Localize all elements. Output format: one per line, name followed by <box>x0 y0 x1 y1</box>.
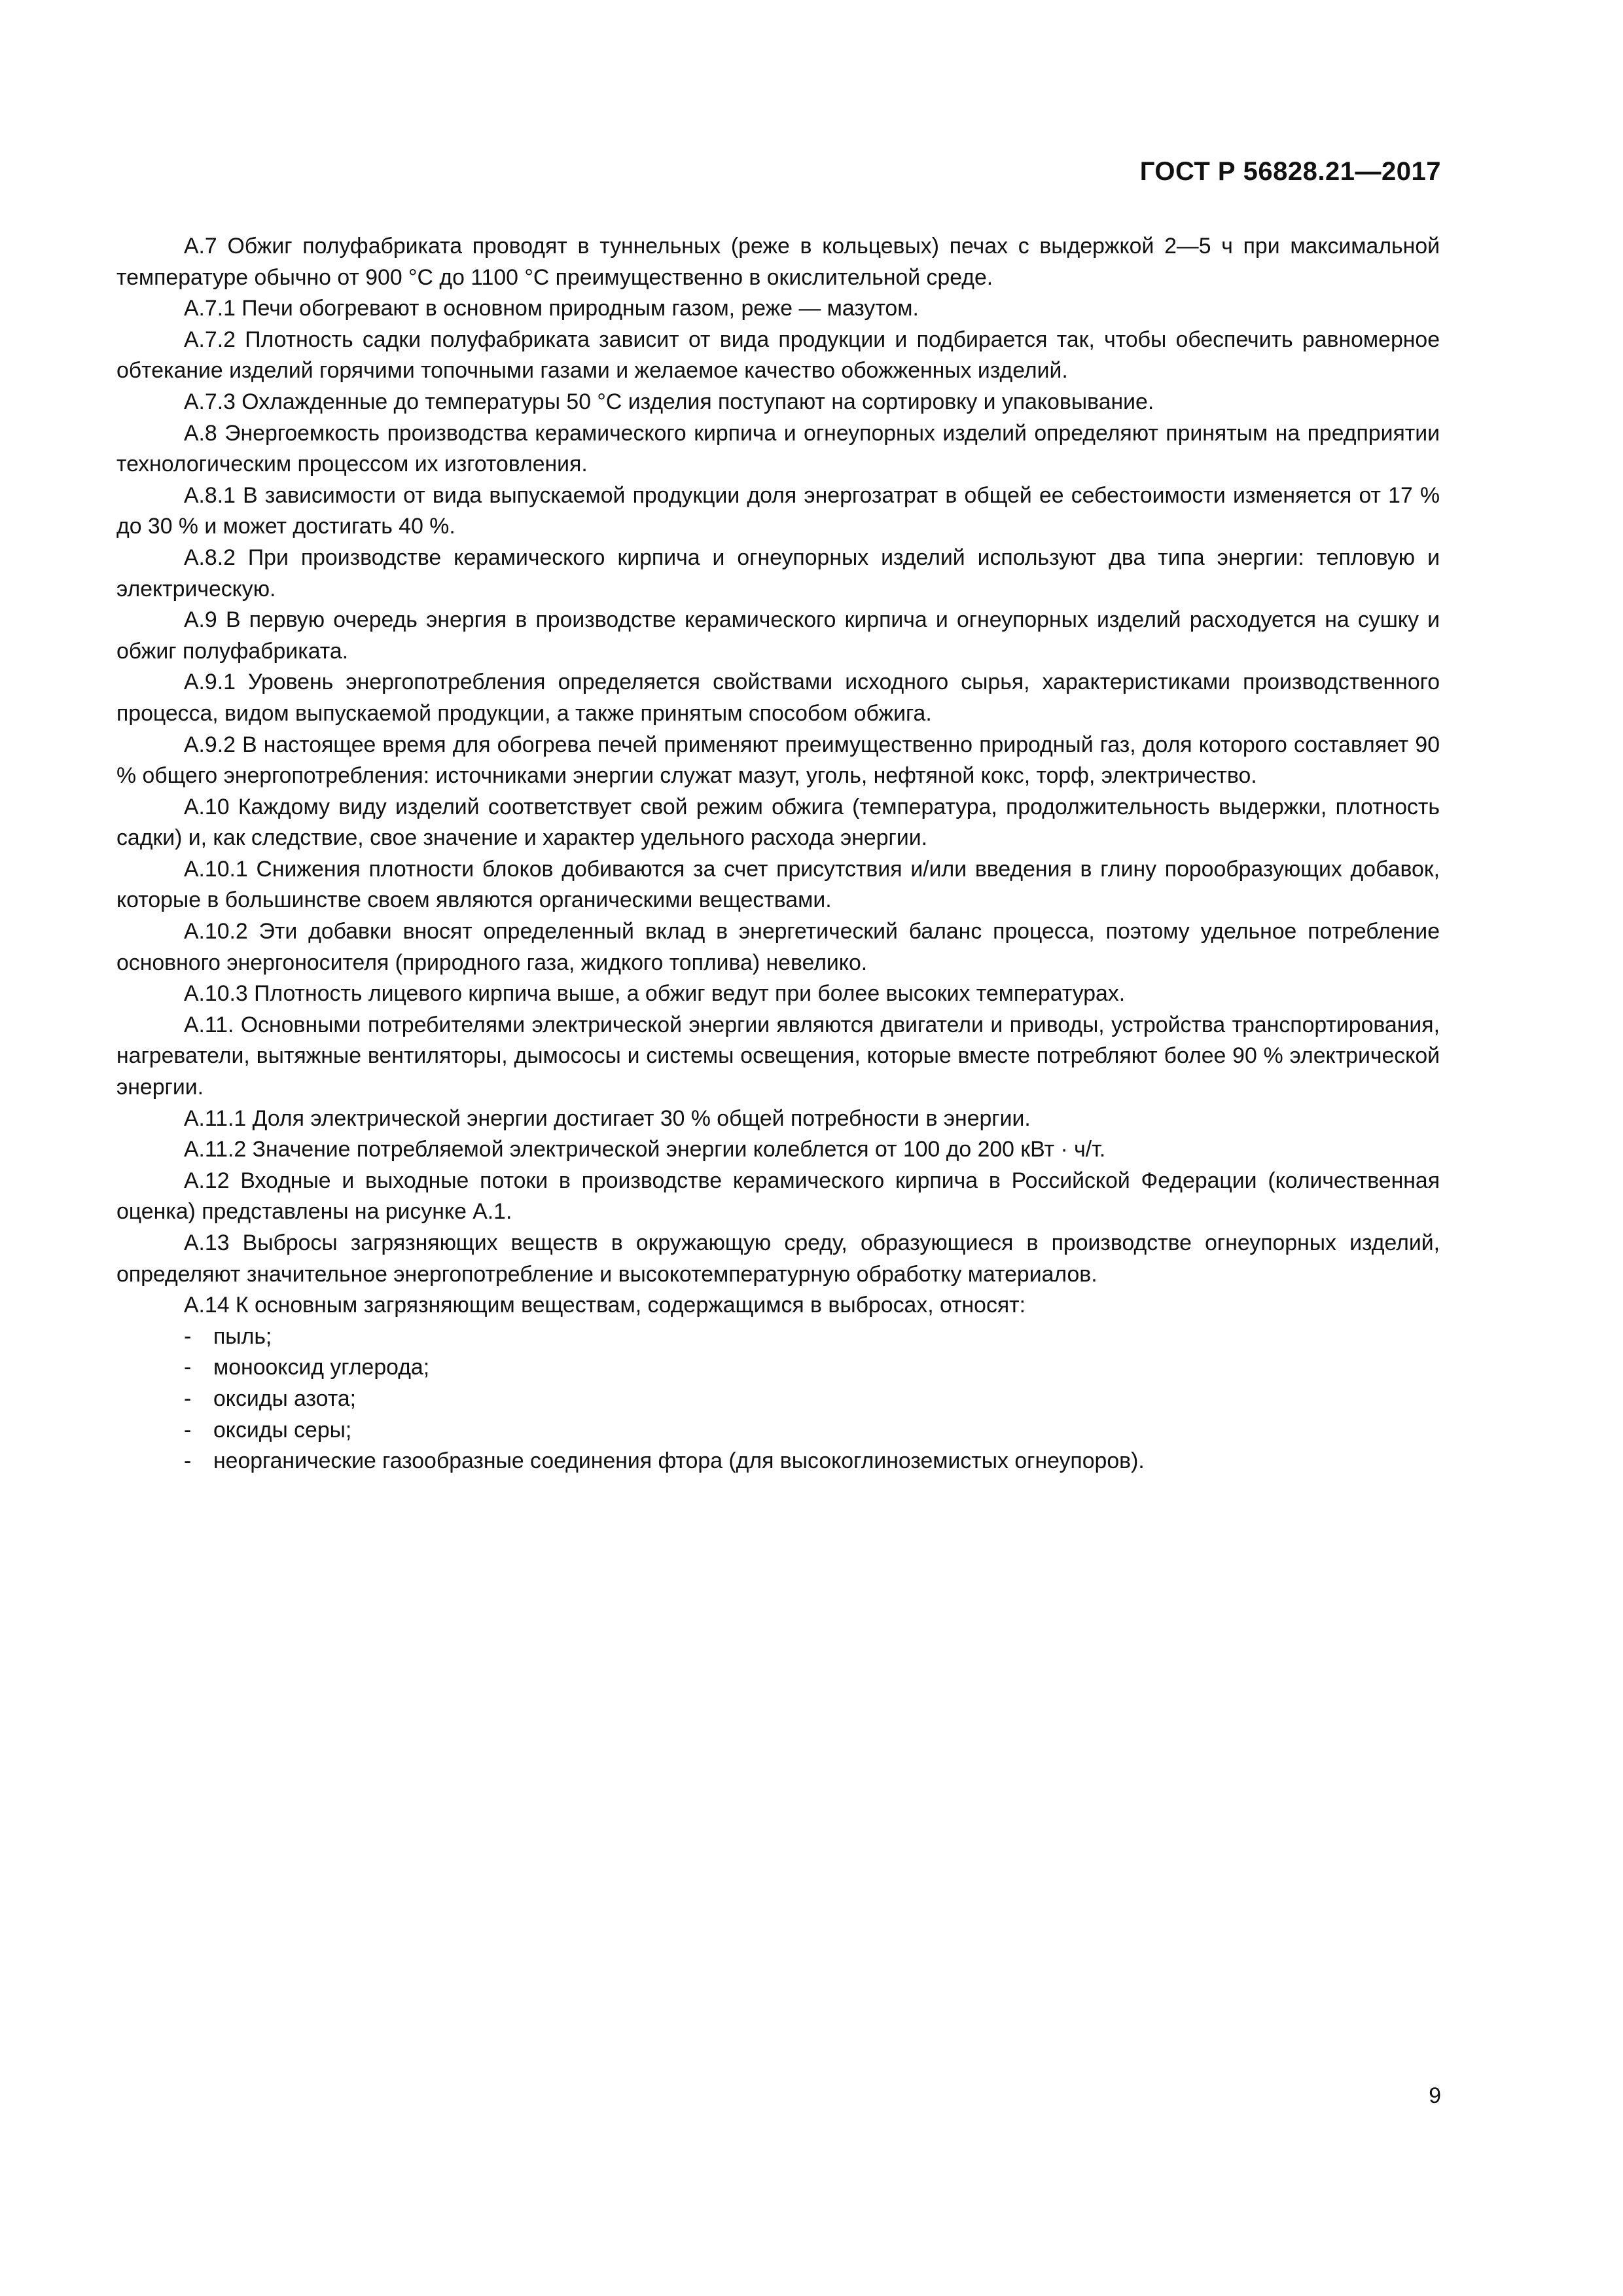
list-item-text: монооксид углерода; <box>213 1355 430 1380</box>
list-bullet: - <box>184 1448 192 1474</box>
paragraph-a13: А.13 Выбросы загрязняющих веществ в окружающую среду, образующиеся в производстве огнеупорных изделий, определяют значительное энергопотребление и высокотемпературную обработку материалов. <box>116 1230 1440 1287</box>
pollutants-list <box>116 1321 1440 1477</box>
paragraph-a10-3: А.10.3 Плотность лицевого кирпича выше, а обжиг ведут при более высоких температурах. <box>184 981 1126 1007</box>
list-item <box>116 1446 1440 1477</box>
paragraph-a7-2: А.7.2 Плотность садки полуфабриката зависит от вида продукции и подбирается так, чтобы обеспечить равномерное обтекание изделий горячими топочными газами и желаемое качество обожженных изделий. <box>116 327 1440 384</box>
document-body <box>116 231 1440 1477</box>
list-bullet: - <box>184 1323 192 1349</box>
paragraph-a9: А.9 В первую очередь энергия в производстве керамического кирпича и огнеупорных изделий расходуется на сушку и обжиг полуфабриката. <box>116 607 1440 664</box>
paragraph-a9-1: А.9.1 Уровень энергопотребления определяется свойствами исходного сырья, характеристиками производственного процесса, видом выпускаемой продукции, а также принятым способом обжига. <box>116 670 1440 726</box>
list-bullet: - <box>184 1386 192 1411</box>
paragraph-a14: А.14 К основным загрязняющим веществам, содержащимся в выбросах, относят: <box>184 1293 1026 1318</box>
list-item-text: пыль; <box>213 1323 272 1349</box>
list-item <box>116 1352 1440 1384</box>
paragraph-a7: А.7 Обжиг полуфабриката проводят в туннельных (реже в кольцевых) печах с выдержкой 2—5 ч при максимальной температуре обычно от 900 °С до 1100 °С преимущественно в окислительной среде. <box>116 234 1440 290</box>
paragraph-a11-2: А.11.2 Значение потребляемой электрической энергии колеблется от 100 до 200 кВт · ч/т. <box>184 1137 1106 1162</box>
paragraph-a8: А.8 Энергоемкость производства керамического кирпича и огнеупорных изделий определяют принятым на предприятии технологическим процессом их изготовления. <box>116 420 1440 477</box>
list-item-text: оксиды азота; <box>213 1386 357 1411</box>
list-bullet: - <box>184 1355 192 1380</box>
paragraph-a12: А.12 Входные и выходные потоки в производстве керамического кирпича в Российской Федерации (количественная оценка) представлены на рисунке А.1. <box>116 1168 1440 1225</box>
page-number: 9 <box>1429 2083 1441 2108</box>
paragraph-a11: А.11. Основными потребителями электрической энергии являются двигатели и приводы, устройства транспортирования, нагреватели, вытяжные вентиляторы, дымососы и системы освещения, которые вместе потребляют более 90 % электрической энергии. <box>116 1012 1440 1100</box>
paragraph-a9-2: А.9.2 В настоящее время для обогрева печей применяют преимущественно природный газ, доля которого составляет 90 % общего энергопотребления: источниками энергии служат мазут, уголь, нефтяной кокс, торф, электричество. <box>116 732 1440 789</box>
paragraph-a11-1: А.11.1 Доля электрической энергии достигает 30 % общей потребности в энергии. <box>184 1105 1031 1131</box>
list-item <box>116 1415 1440 1446</box>
paragraph-a10-1: А.10.1 Снижения плотности блоков добиваются за счет присутствия и/или введения в глину порообразующих добавок, которые в большинстве своем являются органическими веществами. <box>116 856 1440 913</box>
list-bullet: - <box>184 1417 192 1443</box>
list-item-text: оксиды серы; <box>213 1417 352 1443</box>
paragraph-a10: А.10 Каждому виду изделий соответствует свой режим обжига (температура, продолжительность выдержки, плотность садки) и, как следствие, свое значение и характер удельного расхода энергии. <box>116 794 1440 851</box>
standard-id-header: ГОСТ Р 56828.21—2017 <box>1139 157 1441 186</box>
paragraph-a8-1: А.8.1 В зависимости от вида выпускаемой продукции доля энергозатрат в общей ее себестоимости изменяется от 17 % до 30 % и может достигать 40 %. <box>116 482 1440 539</box>
paragraph-a8-2: А.8.2 При производстве керамического кирпича и огнеупорных изделий используют два типа энергии: тепловую и электрическую. <box>116 545 1440 601</box>
list-item <box>116 1384 1440 1415</box>
paragraph-a10-2: А.10.2 Эти добавки вносят определенный вклад в энергетический баланс процесса, поэтому удельное потребление основного энергоносителя (природного газа, жидкого топлива) невелико. <box>116 919 1440 975</box>
list-item <box>116 1321 1440 1353</box>
list-item-text: неорганические газообразные соединения фтора (для высокоглиноземистых огнеупоров). <box>213 1448 1145 1474</box>
paragraph-a7-3: А.7.3 Охлажденные до температуры 50 °С изделия поступают на сортировку и упаковывание. <box>184 389 1154 414</box>
paragraph-a7-1: А.7.1 Печи обогревают в основном природным газом, реже — мазутом. <box>184 296 919 321</box>
